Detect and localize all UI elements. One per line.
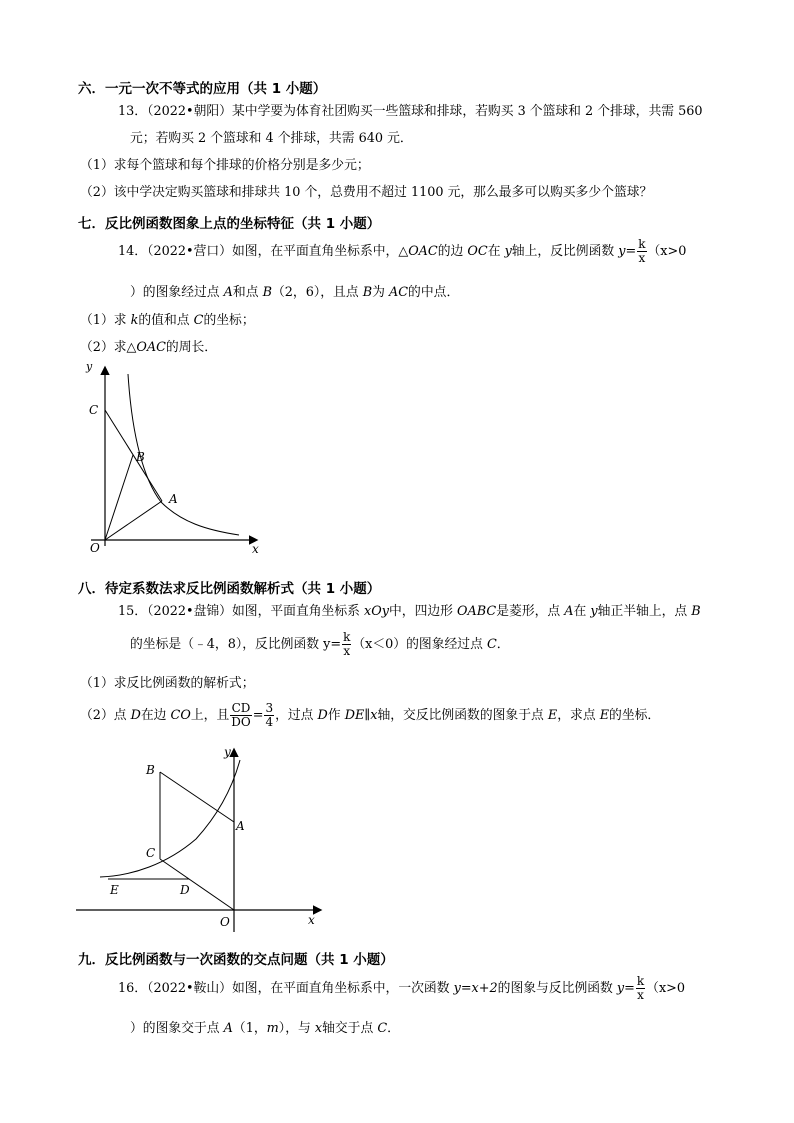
point-a-label: A <box>236 819 245 833</box>
section-9-title: 九．反比例函数与一次函数的交点问题（共 1 小题） <box>78 952 394 968</box>
q15-sub2: （2）点 D在边 CO上，且 $\frac{CD}{DO}$ = $\frac{3}{4}$ ，过点 D作 DE∥x轴，交反比例函数的图象于点 E，求点 E的坐标． <box>80 701 661 729</box>
x-axis-label: x <box>308 913 315 927</box>
q16-line2: ）的图象交于点 A（1，m），与 x轴交于点 C． <box>130 1021 400 1036</box>
q14-sub2: （2）求△OAC的周长． <box>80 340 218 355</box>
section-7-title: 七．反比例函数图象上点的坐标特征（共 1 小题） <box>78 216 381 232</box>
k-over-x-fraction: $\frac{k}{x}$ <box>636 974 645 1002</box>
origin-label: O <box>90 541 100 555</box>
cd-over-do-fraction: $\frac{CD}{DO}$ <box>231 701 251 729</box>
point-b-label: B <box>136 450 145 464</box>
q14-sub1: （1）求 k的值和点 C的坐标； <box>80 313 255 328</box>
q15-line1: 15．（2022•盘锦）如图，平面直角坐标系 xOy中，四边形 OABC是菱形，点 A在 y轴正半轴上，点 B <box>118 604 701 619</box>
section-6-title: 六．一元一次不等式的应用（共 1 小题） <box>78 81 327 97</box>
point-b-label: B <box>146 763 155 777</box>
x-axis-label: x <box>252 542 259 556</box>
q14-line1: 14．（2022•营口）如图，在平面直角坐标系中，△OAC的边 OC在 y轴上，反比例函数 y= $\frac{k}{x}$ （x>0 <box>118 237 687 265</box>
hyperbola-curve <box>100 760 240 877</box>
q14-figure <box>76 362 276 562</box>
segment-co <box>160 859 234 910</box>
q13-sub2: （2）该中学决定购买篮球和排球共 10 个，总费用不超过 1100 元，那么最多可以购买多少个篮球？ <box>80 185 653 200</box>
point-c-label: C <box>89 403 99 417</box>
point-c-label: C <box>146 846 156 860</box>
q15-sub1: （1）求反比例函数的解析式； <box>80 676 255 691</box>
q15-figure <box>72 744 332 934</box>
q13-line2: 元；若购买 2 个篮球和 4 个排球，共需 640 元． <box>130 131 413 146</box>
section-8-title: 八．待定系数法求反比例函数解析式（共 1 小题） <box>78 581 381 597</box>
y-axis-label: y <box>86 362 93 373</box>
q16-line1: 16．（2022•鞍山）如图，在平面直角坐标系中，一次函数 y=x+2的图象与反比例函数 y= $\frac{k}{x}$ （x>0 <box>118 974 686 1002</box>
y-axis-label: y <box>224 745 231 759</box>
k-over-x-fraction: $\frac{k}{x}$ <box>638 237 646 265</box>
q13-line1: 13．（2022•朝阳）某中学要为体育社团购买一些篮球和排球，若购买 3 个篮球和 2 个排球，共需 560 <box>118 104 703 119</box>
q15-line2: 的坐标是（﹣4，8），反比例函数 y= $\frac{k}{x}$ （x＜0）的图象经过点 C． <box>130 630 510 658</box>
point-e-label: E <box>110 883 119 897</box>
segment-ba <box>160 772 234 822</box>
q14-line2: ）的图象经过点 A和点 B（2，6），且点 B为 AC的中点． <box>130 285 460 300</box>
segment-ob <box>105 455 133 540</box>
segment-oa <box>105 501 162 540</box>
k-over-x-fraction: $\frac{k}{x}$ <box>343 630 351 658</box>
origin-label: O <box>220 915 230 929</box>
point-a-label: A <box>169 492 178 506</box>
point-d-label: D <box>180 883 190 897</box>
q13-sub1: （1）求每个篮球和每个排球的价格分别是多少元； <box>80 158 370 173</box>
three-fourths-fraction: $\frac{3}{4}$ <box>265 701 274 729</box>
